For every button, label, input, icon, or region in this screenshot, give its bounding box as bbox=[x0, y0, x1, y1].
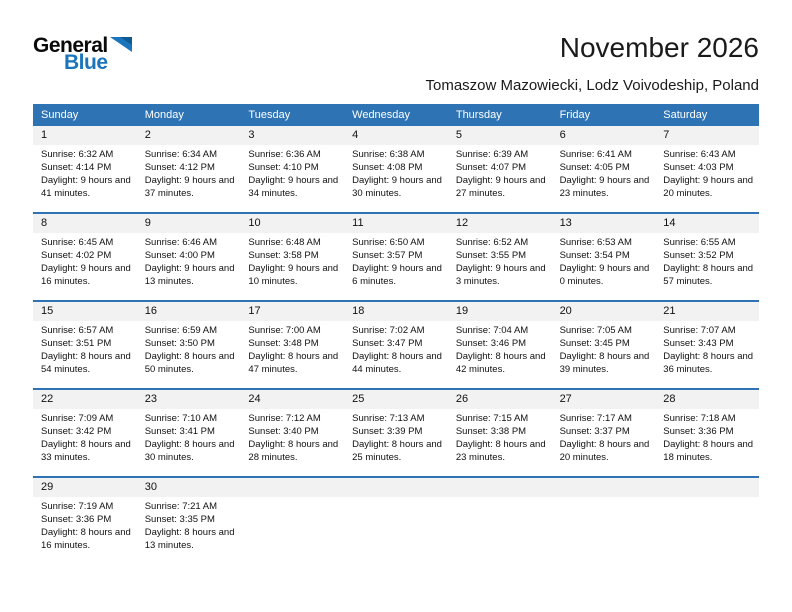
sunrise-text-19: Sunrise: 7:04 AM bbox=[455, 325, 529, 336]
day-cell-empty bbox=[448, 478, 552, 564]
sunrise-text-30: Sunrise: 7:21 AM bbox=[144, 501, 218, 512]
daylight-text-3: Daylight: 9 hours and 34 minutes. bbox=[248, 175, 339, 199]
day-number-2: 2 bbox=[137, 126, 241, 145]
sunset-text-5: Sunset: 4:07 PM bbox=[455, 162, 527, 173]
weekday-header-row bbox=[33, 104, 759, 126]
sunset-text-30: Sunset: 3:35 PM bbox=[144, 514, 215, 525]
day-cell-22 bbox=[33, 390, 137, 476]
day-cell-18 bbox=[344, 302, 448, 388]
weekday-header-sunday: Sunday bbox=[41, 109, 79, 121]
page-subtitle: Tomaszow Mazowiecki, Lodz Voivodeship, Poland bbox=[425, 77, 759, 94]
day-cell-28 bbox=[655, 390, 759, 476]
day-details-11 bbox=[344, 233, 448, 300]
daylight-text-4: Daylight: 9 hours and 30 minutes. bbox=[352, 175, 442, 199]
day-details-24 bbox=[240, 409, 344, 476]
day-number-12: 12 bbox=[448, 214, 552, 233]
daylight-text-23: Daylight: 8 hours and 30 minutes. bbox=[144, 439, 235, 463]
day-number-4: 4 bbox=[344, 126, 448, 145]
sunset-text-29: Sunset: 3:36 PM bbox=[41, 514, 112, 525]
daylight-text-13: Daylight: 9 hours and 0 minutes. bbox=[559, 263, 650, 287]
day-number-26: 26 bbox=[448, 390, 552, 409]
day-number-1: 1 bbox=[33, 126, 137, 145]
daylight-text-19: Daylight: 8 hours and 42 minutes. bbox=[455, 351, 546, 375]
daylight-text-30: Daylight: 8 hours and 13 minutes. bbox=[144, 527, 235, 551]
day-number-8: 8 bbox=[33, 214, 137, 233]
sunrise-text-27: Sunrise: 7:17 AM bbox=[559, 413, 632, 424]
sunrise-text-6: Sunrise: 6:41 AM bbox=[559, 149, 632, 160]
sunset-text-22: Sunset: 3:42 PM bbox=[41, 426, 112, 437]
day-cell-29 bbox=[33, 478, 137, 564]
daylight-text-14: Daylight: 8 hours and 57 minutes. bbox=[663, 263, 754, 287]
daylight-text-11: Daylight: 9 hours and 6 minutes. bbox=[352, 263, 442, 287]
daylight-text-17: Daylight: 8 hours and 47 minutes. bbox=[248, 351, 339, 375]
sunrise-text-25: Sunrise: 7:13 AM bbox=[352, 413, 425, 424]
sunset-text-18: Sunset: 3:47 PM bbox=[352, 338, 423, 349]
day-number-22: 22 bbox=[33, 390, 137, 409]
day-cell-24 bbox=[240, 390, 344, 476]
day-cell-12 bbox=[448, 214, 552, 300]
daylight-text-6: Daylight: 9 hours and 23 minutes. bbox=[559, 175, 650, 199]
day-details-16 bbox=[137, 321, 241, 388]
sunset-text-3: Sunset: 4:10 PM bbox=[248, 162, 319, 173]
day-details-12 bbox=[448, 233, 552, 300]
day-cell-empty bbox=[655, 478, 759, 564]
day-number-24: 24 bbox=[240, 390, 344, 409]
day-details-empty bbox=[240, 497, 344, 564]
sunset-text-1: Sunset: 4:14 PM bbox=[41, 162, 112, 173]
daylight-text-28: Daylight: 8 hours and 18 minutes. bbox=[663, 439, 754, 463]
sunrise-text-3: Sunrise: 6:36 AM bbox=[248, 149, 321, 160]
sunset-text-20: Sunset: 3:45 PM bbox=[559, 338, 630, 349]
sunrise-text-11: Sunrise: 6:50 AM bbox=[352, 237, 425, 248]
day-cell-23 bbox=[137, 390, 241, 476]
day-details-27 bbox=[552, 409, 656, 476]
sunrise-text-7: Sunrise: 6:43 AM bbox=[663, 149, 736, 160]
daylight-text-10: Daylight: 9 hours and 10 minutes. bbox=[248, 263, 339, 287]
sunset-text-24: Sunset: 3:40 PM bbox=[248, 426, 319, 437]
weekday-header-wednesday: Wednesday bbox=[352, 109, 411, 121]
day-cell-10 bbox=[240, 214, 344, 300]
sunrise-text-4: Sunrise: 6:38 AM bbox=[352, 149, 425, 160]
day-details-13 bbox=[552, 233, 656, 300]
daylight-text-18: Daylight: 8 hours and 44 minutes. bbox=[352, 351, 442, 375]
day-details-empty bbox=[448, 497, 552, 564]
day-details-8 bbox=[33, 233, 137, 300]
day-number-16: 16 bbox=[137, 302, 241, 321]
sunrise-text-15: Sunrise: 6:57 AM bbox=[41, 325, 114, 336]
sunset-text-21: Sunset: 3:43 PM bbox=[663, 338, 734, 349]
day-details-7 bbox=[655, 145, 759, 212]
sunset-text-4: Sunset: 4:08 PM bbox=[352, 162, 423, 173]
sunrise-text-29: Sunrise: 7:19 AM bbox=[41, 501, 114, 512]
sunrise-text-9: Sunrise: 6:46 AM bbox=[144, 237, 218, 248]
sunrise-text-5: Sunrise: 6:39 AM bbox=[455, 149, 529, 160]
sunset-text-25: Sunset: 3:39 PM bbox=[352, 426, 423, 437]
daylight-text-15: Daylight: 8 hours and 54 minutes. bbox=[41, 351, 131, 375]
day-number-6: 6 bbox=[552, 126, 656, 145]
day-number-empty bbox=[552, 478, 656, 497]
day-cell-2 bbox=[137, 126, 241, 212]
page-title: November 2026 bbox=[559, 32, 759, 63]
week-row-2 bbox=[33, 214, 759, 302]
sunset-text-15: Sunset: 3:51 PM bbox=[41, 338, 112, 349]
day-number-empty bbox=[448, 478, 552, 497]
day-cell-26 bbox=[448, 390, 552, 476]
sunrise-text-8: Sunrise: 6:45 AM bbox=[41, 237, 114, 248]
day-cell-9 bbox=[137, 214, 241, 300]
daylight-text-20: Daylight: 8 hours and 39 minutes. bbox=[559, 351, 650, 375]
day-cell-4 bbox=[344, 126, 448, 212]
day-cell-15 bbox=[33, 302, 137, 388]
day-details-17 bbox=[240, 321, 344, 388]
day-cell-6 bbox=[552, 126, 656, 212]
day-details-25 bbox=[344, 409, 448, 476]
sunrise-text-26: Sunrise: 7:15 AM bbox=[455, 413, 529, 424]
day-details-2 bbox=[137, 145, 241, 212]
week-row-3 bbox=[33, 302, 759, 390]
day-cell-13 bbox=[552, 214, 656, 300]
week-row-5 bbox=[33, 478, 759, 564]
day-details-empty bbox=[552, 497, 656, 564]
logo-triangle-icon bbox=[110, 37, 132, 53]
day-cell-8 bbox=[33, 214, 137, 300]
daylight-text-8: Daylight: 9 hours and 16 minutes. bbox=[41, 263, 131, 287]
sunrise-text-21: Sunrise: 7:07 AM bbox=[663, 325, 736, 336]
day-cell-30 bbox=[137, 478, 241, 564]
weekday-header-tuesday: Tuesday bbox=[248, 109, 291, 121]
logo-text-blue: Blue bbox=[64, 51, 108, 74]
day-number-3: 3 bbox=[240, 126, 344, 145]
day-cell-19 bbox=[448, 302, 552, 388]
day-cell-20 bbox=[552, 302, 656, 388]
daylight-text-5: Daylight: 9 hours and 27 minutes. bbox=[455, 175, 546, 199]
day-number-7: 7 bbox=[655, 126, 759, 145]
day-number-11: 11 bbox=[344, 214, 448, 233]
sunset-text-26: Sunset: 3:38 PM bbox=[455, 426, 527, 437]
sunset-text-7: Sunset: 4:03 PM bbox=[663, 162, 734, 173]
sunset-text-11: Sunset: 3:57 PM bbox=[352, 250, 423, 261]
sunrise-text-10: Sunrise: 6:48 AM bbox=[248, 237, 321, 248]
weekday-header-thursday: Thursday bbox=[455, 109, 502, 121]
day-details-30 bbox=[137, 497, 241, 564]
day-cell-17 bbox=[240, 302, 344, 388]
day-details-29 bbox=[33, 497, 137, 564]
week-row-4 bbox=[33, 390, 759, 478]
day-cell-empty bbox=[240, 478, 344, 564]
day-number-28: 28 bbox=[655, 390, 759, 409]
day-details-18 bbox=[344, 321, 448, 388]
day-details-28 bbox=[655, 409, 759, 476]
day-number-18: 18 bbox=[344, 302, 448, 321]
daylight-text-9: Daylight: 9 hours and 13 minutes. bbox=[144, 263, 235, 287]
daylight-text-22: Daylight: 8 hours and 33 minutes. bbox=[41, 439, 131, 463]
day-details-19 bbox=[448, 321, 552, 388]
day-number-19: 19 bbox=[448, 302, 552, 321]
day-details-empty bbox=[655, 497, 759, 564]
day-cell-14 bbox=[655, 214, 759, 300]
day-cell-21 bbox=[655, 302, 759, 388]
day-cell-27 bbox=[552, 390, 656, 476]
day-number-30: 30 bbox=[137, 478, 241, 497]
day-details-6 bbox=[552, 145, 656, 212]
day-details-1 bbox=[33, 145, 137, 212]
day-number-27: 27 bbox=[552, 390, 656, 409]
sunset-text-12: Sunset: 3:55 PM bbox=[455, 250, 527, 261]
daylight-text-24: Daylight: 8 hours and 28 minutes. bbox=[248, 439, 339, 463]
sunrise-text-12: Sunrise: 6:52 AM bbox=[455, 237, 529, 248]
day-cell-3 bbox=[240, 126, 344, 212]
day-details-22 bbox=[33, 409, 137, 476]
day-cell-1 bbox=[33, 126, 137, 212]
sunrise-text-24: Sunrise: 7:12 AM bbox=[248, 413, 321, 424]
day-details-20 bbox=[552, 321, 656, 388]
day-number-15: 15 bbox=[33, 302, 137, 321]
day-details-3 bbox=[240, 145, 344, 212]
day-cell-empty bbox=[552, 478, 656, 564]
day-cell-16 bbox=[137, 302, 241, 388]
day-number-empty bbox=[655, 478, 759, 497]
day-cell-empty bbox=[344, 478, 448, 564]
sunset-text-13: Sunset: 3:54 PM bbox=[559, 250, 630, 261]
day-cell-7 bbox=[655, 126, 759, 212]
day-number-empty bbox=[240, 478, 344, 497]
daylight-text-16: Daylight: 8 hours and 50 minutes. bbox=[144, 351, 235, 375]
day-details-10 bbox=[240, 233, 344, 300]
sunrise-text-2: Sunrise: 6:34 AM bbox=[144, 149, 218, 160]
daylight-text-25: Daylight: 8 hours and 25 minutes. bbox=[352, 439, 442, 463]
day-number-25: 25 bbox=[344, 390, 448, 409]
day-details-15 bbox=[33, 321, 137, 388]
day-number-20: 20 bbox=[552, 302, 656, 321]
day-number-29: 29 bbox=[33, 478, 137, 497]
day-details-4 bbox=[344, 145, 448, 212]
day-details-23 bbox=[137, 409, 241, 476]
sunset-text-2: Sunset: 4:12 PM bbox=[144, 162, 215, 173]
calendar-weeks bbox=[33, 126, 759, 564]
calendar-table bbox=[33, 104, 759, 564]
weekday-header-monday: Monday bbox=[144, 109, 184, 121]
sunset-text-6: Sunset: 4:05 PM bbox=[559, 162, 630, 173]
sunset-text-17: Sunset: 3:48 PM bbox=[248, 338, 319, 349]
day-number-5: 5 bbox=[448, 126, 552, 145]
day-details-26 bbox=[448, 409, 552, 476]
sunset-text-19: Sunset: 3:46 PM bbox=[455, 338, 527, 349]
day-cell-25 bbox=[344, 390, 448, 476]
day-cell-11 bbox=[344, 214, 448, 300]
day-number-14: 14 bbox=[655, 214, 759, 233]
sunrise-text-14: Sunrise: 6:55 AM bbox=[663, 237, 736, 248]
day-number-10: 10 bbox=[240, 214, 344, 233]
sunset-text-23: Sunset: 3:41 PM bbox=[144, 426, 215, 437]
sunrise-text-22: Sunrise: 7:09 AM bbox=[41, 413, 114, 424]
day-number-17: 17 bbox=[240, 302, 344, 321]
weekday-header-friday: Friday bbox=[559, 109, 591, 121]
weekday-header-saturday: Saturday bbox=[663, 109, 708, 121]
sunrise-text-16: Sunrise: 6:59 AM bbox=[144, 325, 218, 336]
day-details-21 bbox=[655, 321, 759, 388]
daylight-text-26: Daylight: 8 hours and 23 minutes. bbox=[455, 439, 546, 463]
day-number-9: 9 bbox=[137, 214, 241, 233]
day-details-9 bbox=[137, 233, 241, 300]
daylight-text-27: Daylight: 8 hours and 20 minutes. bbox=[559, 439, 650, 463]
sunset-text-28: Sunset: 3:36 PM bbox=[663, 426, 734, 437]
daylight-text-1: Daylight: 9 hours and 41 minutes. bbox=[41, 175, 131, 199]
sunrise-text-28: Sunrise: 7:18 AM bbox=[663, 413, 736, 424]
sunrise-text-1: Sunrise: 6:32 AM bbox=[41, 149, 114, 160]
general-blue-logo bbox=[33, 34, 173, 75]
sunset-text-14: Sunset: 3:52 PM bbox=[663, 250, 734, 261]
sunset-text-8: Sunset: 4:02 PM bbox=[41, 250, 112, 261]
sunset-text-10: Sunset: 3:58 PM bbox=[248, 250, 319, 261]
sunrise-text-23: Sunrise: 7:10 AM bbox=[144, 413, 218, 424]
sunset-text-16: Sunset: 3:50 PM bbox=[144, 338, 215, 349]
day-number-13: 13 bbox=[552, 214, 656, 233]
sunrise-text-18: Sunrise: 7:02 AM bbox=[352, 325, 425, 336]
sunset-text-9: Sunset: 4:00 PM bbox=[144, 250, 215, 261]
sunset-text-27: Sunset: 3:37 PM bbox=[559, 426, 630, 437]
daylight-text-29: Daylight: 8 hours and 16 minutes. bbox=[41, 527, 131, 551]
sunrise-text-17: Sunrise: 7:00 AM bbox=[248, 325, 321, 336]
daylight-text-12: Daylight: 9 hours and 3 minutes. bbox=[455, 263, 546, 287]
day-number-23: 23 bbox=[137, 390, 241, 409]
day-number-21: 21 bbox=[655, 302, 759, 321]
day-cell-5 bbox=[448, 126, 552, 212]
daylight-text-21: Daylight: 8 hours and 36 minutes. bbox=[663, 351, 754, 375]
sunrise-text-20: Sunrise: 7:05 AM bbox=[559, 325, 632, 336]
day-details-empty bbox=[344, 497, 448, 564]
daylight-text-2: Daylight: 9 hours and 37 minutes. bbox=[144, 175, 235, 199]
logo-text-general: General bbox=[33, 34, 108, 57]
day-details-14 bbox=[655, 233, 759, 300]
day-details-5 bbox=[448, 145, 552, 212]
day-number-empty bbox=[344, 478, 448, 497]
daylight-text-7: Daylight: 9 hours and 20 minutes. bbox=[663, 175, 754, 199]
sunrise-text-13: Sunrise: 6:53 AM bbox=[559, 237, 632, 248]
week-row-1 bbox=[33, 126, 759, 214]
